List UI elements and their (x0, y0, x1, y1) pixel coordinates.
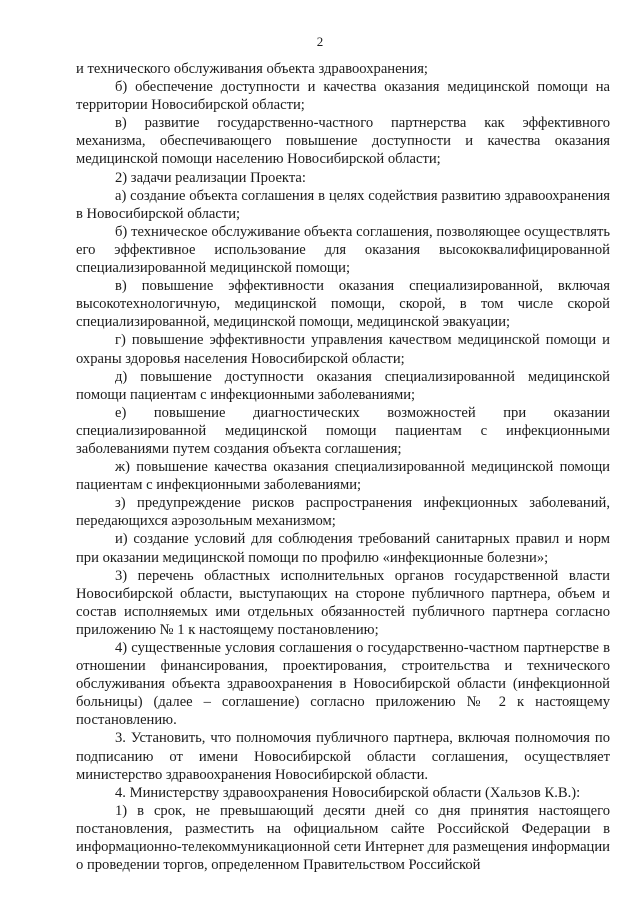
paragraph: б) обеспечение доступности и качества оказания медицинской помощи на территории Новосибирской области; (76, 79, 610, 114)
paragraph: ж) повышение качества оказания специализированной медицинской помощи пациентам с инфекционными заболеваниями; (76, 459, 610, 494)
paragraph: а) создание объекта соглашения в целях содействия развитию здравоохранения в Новосибирской области; (76, 187, 610, 222)
paragraph: в) развитие государственно-частного партнерства как эффективного механизма, обеспечивающего повышение доступности и качества оказания медицинской помощи населению Новосибирской области; (76, 115, 610, 168)
paragraph: 4. Министерству здравоохранения Новосибирской области (Хальзов К.В.): (115, 784, 581, 801)
paragraph: и) создание условий для соблюдения требований санитарных правил и норм при оказании медицинской помощи по профилю «инфекционные болезни»; (76, 531, 610, 566)
paragraph: и технического обслуживания объекта здравоохранения; (76, 61, 428, 77)
paragraph: 3) перечень областных исполнительных органов государственной власти Новосибирской области, выступающих на стороне публичного партнера, объем и состав исполняемых ими отдельных обязанностей публичного партнера согласно приложению № 1 к настоящему постановлению; (76, 567, 610, 638)
paragraph: е) повышение диагностических возможностей при оказании специализированной медицинской помощи пациентам с инфекционными заболеваниями путем создания объекта соглашения; (76, 404, 610, 457)
paragraph: г) повышение эффективности управления качеством медицинской помощи и охраны здоровья населения Новосибирской области; (76, 332, 610, 367)
page-number: 2 (316, 34, 324, 49)
paragraph: з) предупреждение рисков распространения инфекционных заболеваний, передающихся аэрозольным механизмом; (76, 495, 610, 530)
paragraph: б) техническое обслуживание объекта соглашения, позволяющее осуществлять его эффективное использование для оказания высококвалифицированной специализированной медицинской помощи; (76, 223, 610, 277)
paragraph: 2) задачи реализации Проекта: (115, 169, 306, 186)
paragraph: д) повышение доступности оказания специализированной медицинской помощи пациентам с инфекционными заболеваниями; (76, 368, 610, 403)
paragraph: 4) существенные условия соглашения о государственно-частном партнерстве в отношении финансирования, проектирования, строительства и технического обслуживания объекта здравоохранения в Новосибирской области (инфекционной больницы) (далее – соглашение) согласно приложению № 2 к настоящему постановлению. (76, 640, 610, 729)
paragraph: 3. Установить, что полномочия публичного партнера, включая полномочия по подписанию от имени Новосибирской области соглашения, осуществляет министерство здравоохранения Новосибирской области. (76, 730, 610, 783)
paragraph: в) повышение эффективности оказания специализированной, включая высокотехнологичную, медицинской помощи, скорой, в том числе скорой специализированной, медицинской помощи, медицинской эвакуации; (76, 278, 610, 331)
document-body (76, 60, 610, 874)
paragraph: 1) в срок, не превышающий десяти дней со дня принятия настоящего постановления, разместить на официальном сайте Российской Федерации в информационно-телекоммуникационной сети Интернет для размещения информации о проведении торгов, определенном Правительством Российской (76, 802, 610, 874)
